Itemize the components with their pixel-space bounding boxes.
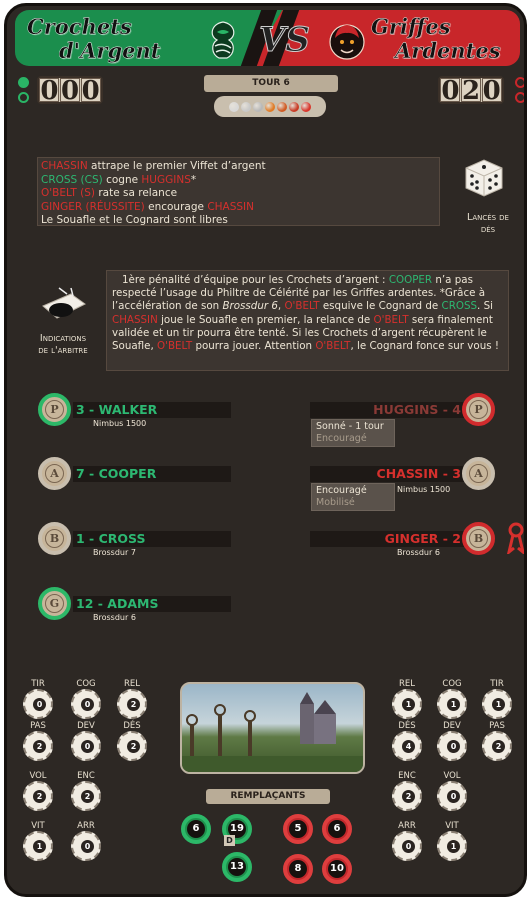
snake-crest-icon <box>203 20 243 62</box>
right-team-toggle-off[interactable] <box>515 92 526 103</box>
stat-gauge <box>392 689 422 719</box>
player-name-walker[interactable]: 3 - WALKER <box>73 402 231 418</box>
substitute-left[interactable] <box>222 852 252 882</box>
player-role-badge-chaser[interactable] <box>38 457 71 490</box>
stat-value: 1 <box>447 698 460 711</box>
log-segment: CROSS (CS) <box>41 173 103 186</box>
status-tag: Encouragé <box>316 433 367 444</box>
stat-value: 0 <box>447 790 460 803</box>
substitute-left[interactable] <box>181 814 211 844</box>
player-broom: Brossdur 6 <box>93 613 136 622</box>
stat-value: 1 <box>33 840 46 853</box>
referee-segment: 1ère pénalité d’équipe pour les Crochets d’argent : <box>122 274 389 286</box>
status-tag: Mobilisé <box>316 497 355 508</box>
player-role-badge-keeper[interactable] <box>38 393 71 426</box>
substitutes-label: REMPLAÇANTS <box>206 789 330 804</box>
referee-label-line1: Indications <box>39 333 87 344</box>
log-segment: CHASSIN <box>207 200 255 213</box>
sub-number: 10 <box>328 860 346 878</box>
role-letter: G <box>45 594 64 613</box>
ball-marker <box>241 102 251 112</box>
player-status-tags <box>311 419 395 447</box>
stat-gauge <box>23 731 53 761</box>
stat-gauge <box>23 781 53 811</box>
player-name-ginger[interactable]: GINGER - 2 <box>310 531 464 547</box>
log-segment: encourage <box>144 200 208 213</box>
player-broom: Nimbus 1500 <box>93 419 147 428</box>
ball-marker <box>289 102 299 112</box>
role-letter: P <box>469 400 488 419</box>
player-broom: Nimbus 1500 <box>397 485 451 494</box>
stat-gauge <box>437 831 467 861</box>
team-left-name-line1: Crochets <box>27 14 132 39</box>
ball-marker <box>265 102 275 112</box>
sub-number: 6 <box>187 820 205 838</box>
stat-label: REL <box>123 679 140 689</box>
player-name-adams[interactable]: 12 - ADAMS <box>73 596 231 612</box>
stat-gauge <box>482 731 512 761</box>
stat-label: VOL <box>29 771 47 781</box>
ball-marker <box>253 102 263 112</box>
stat-value: 0 <box>447 740 460 753</box>
stat-label: VIT <box>31 821 45 831</box>
referee-segment: O'BELT <box>284 300 320 313</box>
substitute-right[interactable] <box>283 814 313 844</box>
score-left-digit: 0 <box>60 76 80 106</box>
dice-label-line1: Lancés de <box>467 212 509 223</box>
stat-dial-vit[interactable] <box>21 821 55 871</box>
stat-label: ARR <box>398 821 416 831</box>
versus-mark: VS <box>259 20 310 60</box>
lion-crest-icon <box>327 20 367 62</box>
whistle-icon <box>37 286 93 326</box>
status-tag: Sonné - 1 tour <box>316 421 384 432</box>
sub-number: 6 <box>328 820 346 838</box>
stat-value: 1 <box>447 840 460 853</box>
stat-label: DEV <box>77 721 95 731</box>
referee-segment: esquive le Cognard de <box>319 300 442 313</box>
referee-segment: O'BELT <box>157 340 193 353</box>
action-log <box>37 157 440 226</box>
player-role-badge-keeper[interactable] <box>462 393 495 426</box>
player-broom: Brossdur 7 <box>93 548 136 557</box>
stat-gauge <box>71 781 101 811</box>
castle-pitch-icon <box>182 684 365 774</box>
stat-value: 2 <box>127 698 140 711</box>
right-team-toggle-on[interactable] <box>515 77 526 88</box>
stat-value: 2 <box>33 740 46 753</box>
player-name-chassin[interactable]: CHASSIN - 3 <box>310 466 464 482</box>
stat-gauge <box>23 831 53 861</box>
ball-marker <box>277 102 287 112</box>
status-tag: Encouragé <box>316 485 367 496</box>
stat-gauge <box>437 781 467 811</box>
log-line <box>41 201 436 215</box>
dice-icon[interactable] <box>462 156 506 200</box>
team-left-name-line2: d'Argent <box>59 38 161 63</box>
player-name-cooper[interactable]: 7 - COOPER <box>73 466 231 482</box>
stat-value: 0 <box>33 698 46 711</box>
sub-number: 5 <box>289 820 307 838</box>
stat-dial-vol[interactable] <box>435 771 469 821</box>
stat-label: PAS <box>489 721 505 731</box>
match-banner <box>15 10 520 66</box>
stat-gauge <box>23 689 53 719</box>
stat-value: 2 <box>402 790 415 803</box>
referee-segment: , le Cognard fonce sur vous ! <box>350 340 499 353</box>
stat-dial-vit[interactable] <box>435 821 469 871</box>
log-segment: CHASSIN <box>41 160 88 172</box>
stat-value: 2 <box>81 790 94 803</box>
log-segment: cogne <box>102 173 142 186</box>
stat-label: TIR <box>31 679 45 689</box>
sub-number: 8 <box>289 860 307 878</box>
log-segment: * <box>190 173 197 186</box>
stat-value: 0 <box>81 698 94 711</box>
referee-segment: joue le Souafle en premier, la relance de <box>157 313 374 326</box>
stat-label: VIT <box>445 821 459 831</box>
stat-gauge <box>392 731 422 761</box>
game-frame <box>4 3 527 897</box>
log-segment: rate sa relance <box>95 187 178 199</box>
score-right-digit: 0 <box>482 76 501 106</box>
score-left-digit: 0 <box>40 76 59 106</box>
stat-dial-pas[interactable] <box>21 721 55 771</box>
score-right <box>438 76 504 104</box>
stat-label: ARR <box>77 821 95 831</box>
stat-gauge <box>117 689 147 719</box>
stat-gauge <box>437 731 467 761</box>
stat-dial-dev[interactable] <box>435 721 469 771</box>
stat-label: DEV <box>443 721 461 731</box>
ribbon-icon <box>507 522 525 554</box>
referee-notes <box>106 270 509 371</box>
referee-segment: COOPER <box>388 274 433 286</box>
stat-gauge <box>482 689 512 719</box>
stat-gauge <box>71 731 101 761</box>
stat-dial-dés[interactable] <box>115 721 149 771</box>
stadium-image <box>180 682 365 774</box>
player-name-cross[interactable]: 1 - CROSS <box>73 531 231 547</box>
referee-label-line2: de l'arbitre <box>38 345 88 356</box>
stat-gauge <box>71 689 101 719</box>
left-team-toggle-off[interactable] <box>18 92 29 103</box>
substitute-d-badge: D <box>224 835 235 846</box>
log-line <box>41 174 436 188</box>
referee-label <box>21 333 105 357</box>
player-broom: Brossdur 6 <box>397 548 440 557</box>
role-letter: P <box>45 400 64 419</box>
role-letter: B <box>469 529 488 548</box>
stat-dial-enc[interactable] <box>69 771 103 821</box>
stat-label: VOL <box>443 771 461 781</box>
stat-dial-dev[interactable] <box>69 721 103 771</box>
stat-gauge <box>71 831 101 861</box>
log-line <box>41 214 436 228</box>
score-left-digit: 0 <box>81 76 100 106</box>
referee-segment: O'BELT <box>373 313 409 326</box>
ball-marker <box>229 102 239 112</box>
stat-value: 2 <box>33 790 46 803</box>
stat-gauge <box>117 731 147 761</box>
stat-value: 0 <box>81 840 94 853</box>
stat-value: 2 <box>127 740 140 753</box>
stat-dial-enc[interactable] <box>390 771 424 821</box>
log-line <box>41 187 436 201</box>
log-line <box>41 160 436 174</box>
referee-segment: , <box>277 300 285 313</box>
stat-gauge <box>437 689 467 719</box>
stat-label: COG <box>76 679 96 689</box>
sub-number: 19 <box>228 820 246 838</box>
stat-value: 1 <box>492 698 505 711</box>
stat-value: 1 <box>402 698 415 711</box>
log-segment: HUGGINS <box>141 173 191 186</box>
score-left <box>37 76 103 104</box>
role-letter: A <box>469 464 488 483</box>
referee-segment: n’a pas respecté l’usage du Philtre de Célérité par les Griffes ardentes. *Grâce à l’accélération de son <box>112 274 486 313</box>
substitute-right[interactable] <box>322 854 352 884</box>
left-team-toggle-on[interactable] <box>18 77 29 88</box>
referee-segment: CHASSIN <box>112 313 158 326</box>
dice-label-line2: dés <box>480 224 496 235</box>
stat-label: ENC <box>77 771 95 781</box>
stat-dial-dés[interactable] <box>390 721 424 771</box>
player-role-badge-beater[interactable] <box>38 522 71 555</box>
turn-indicator: TOUR 6 <box>204 75 338 92</box>
log-segment: O'BELT (S) <box>41 187 96 199</box>
stat-gauge <box>392 831 422 861</box>
role-letter: B <box>45 529 64 548</box>
stat-label: ENC <box>398 771 416 781</box>
player-role-badge-chaser[interactable] <box>462 457 495 490</box>
substitute-right[interactable] <box>322 814 352 844</box>
player-role-badge-seeker[interactable] <box>38 587 71 620</box>
stat-label: REL <box>398 679 415 689</box>
team-right-name-line1: Griffes <box>371 14 451 39</box>
sub-number: 13 <box>228 858 246 876</box>
stat-dial-vol[interactable] <box>21 771 55 821</box>
role-letter: A <box>45 464 64 483</box>
log-segment: attrape le premier Viffet d’argent <box>87 160 266 172</box>
balls-tracker <box>214 96 326 117</box>
score-right-digit: 2 <box>461 76 481 106</box>
referee-segment: . Si <box>477 300 493 313</box>
stat-label: COG <box>442 679 462 689</box>
substitute-right[interactable] <box>283 854 313 884</box>
log-segment: Le Souafle et le Cognard sont libres <box>41 214 228 226</box>
stat-dial-arr[interactable] <box>390 821 424 871</box>
stat-value: 4 <box>402 740 415 753</box>
dice-rolls-label <box>453 212 523 236</box>
referee-segment: CROSS <box>441 300 478 313</box>
stat-label: DÉS <box>123 721 141 731</box>
team-right-name-line2: Ardentes <box>395 38 501 63</box>
log-segment: GINGER (RÉUSSITE) <box>41 200 145 213</box>
stat-value: 0 <box>402 840 415 853</box>
referee-segment: sera finalement validée et un tir pourra être tenté. Si les Crochets d’argent récupèrent le Souafle, <box>112 313 493 353</box>
player-name-huggins[interactable]: HUGGINS - 4 <box>310 402 464 418</box>
stat-dial-arr[interactable] <box>69 821 103 871</box>
score-right-digit: 0 <box>441 76 460 106</box>
stat-label: TIR <box>490 679 504 689</box>
referee-segment: Brossdur 6 <box>222 300 278 313</box>
referee-segment: pourra jouer. Attention <box>192 340 316 353</box>
player-role-badge-beater[interactable] <box>462 522 495 555</box>
stat-label: DÉS <box>398 721 416 731</box>
stat-gauge <box>392 781 422 811</box>
stat-label: PAS <box>30 721 46 731</box>
stat-value: 0 <box>81 740 94 753</box>
ball-marker <box>301 102 311 112</box>
stat-dial-pas[interactable] <box>480 721 514 771</box>
player-status-tags <box>311 483 395 511</box>
referee-segment: O'BELT <box>315 340 351 353</box>
stat-value: 2 <box>492 740 505 753</box>
